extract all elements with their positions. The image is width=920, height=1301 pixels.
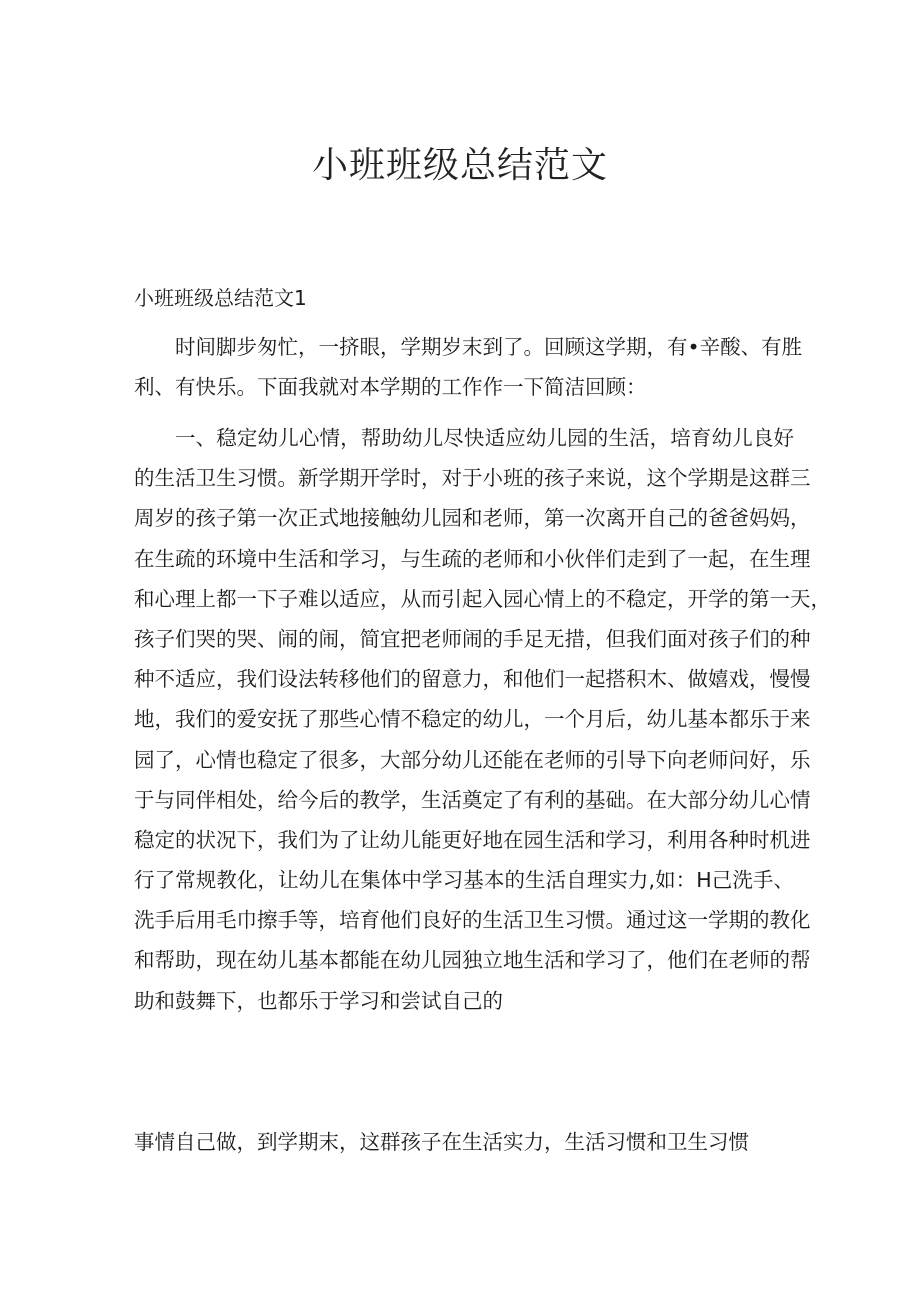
section-heading: 小班班级总结范文1 — [134, 286, 307, 310]
document-title: 小班班级总结范文 — [311, 145, 608, 186]
paragraph-line: 利、有快乐。下面我就对本学期的工作作一下简洁回顾： — [134, 375, 647, 400]
paragraph-line: 在生疏的环境中生活和学习，与生疏的老师和小伙伴们走到了一起，在生理 — [134, 546, 811, 571]
paragraph-line: 的生活卫生习惯。新学期开学时，对于小班的孩子来说，这个学期是这群三 — [134, 466, 811, 491]
paragraph-line: 和心理上都一下子难以适应，从而引起入园心情上的不稳定，开学的第一天， — [134, 586, 831, 611]
paragraph-line: 地，我们的爱安抚了那些心情不稳定的幼儿，一个月后，幼儿基本都乐于来 — [134, 707, 811, 732]
paragraph-line: 于与同伴相处，给今后的教学，生活奠定了有利的基础。在大部分幼儿心情 — [134, 787, 811, 812]
paragraph-line: 周岁的孩子第一次正式地接触幼儿园和老师，第一次离开自己的爸爸妈妈， — [134, 506, 811, 531]
paragraph-line: 洗手后用毛巾擦手等，培育他们良好的生活卫生习惯。通过这一学期的教化 — [134, 908, 811, 933]
paragraph-line: 园了，心情也稳定了很多，大部分幼儿还能在老师的引导下向老师问好，乐 — [134, 747, 811, 772]
paragraph-line: 一、稳定幼儿心情，帮助幼儿尽快适应幼儿园的生活，培育幼儿良好 — [175, 426, 794, 450]
paragraph-line: 事情自己做，到学期末，这群孩子在生活实力，生活习惯和卫生习惯 — [134, 1130, 749, 1154]
paragraph-line: 时间脚步匆忙，一挤眼，学期岁末到了。回顾这学期，有•辛酸、有胜 — [175, 335, 803, 359]
paragraph-1 — [134, 327, 803, 407]
paragraph-line: 助和鼓舞下，也都乐于学习和尝试自己的 — [134, 988, 503, 1013]
paragraph-line: 稳定的状况下，我们为了让幼儿能更好地在园生活和学习，利用各种时机进 — [134, 827, 811, 852]
paragraph-2 — [134, 418, 831, 1021]
paragraph-line: 孩子们哭的哭、闹的闹，简宜把老师闹的手足无措，但我们面对孩子们的种 — [134, 626, 811, 651]
paragraph-line: 种不适应，我们设法转移他们的留意力，和他们一起搭积木、做嬉戏，慢慢 — [134, 667, 811, 692]
paragraph-line: 和帮助，现在幼儿基本都能在幼儿园独立地生活和学习了，他们在老师的帮 — [134, 948, 811, 973]
paragraph-line: 行了常规教化，让幼儿在集体中学习基本的生活自理实力,如：H己洗手、 — [134, 868, 794, 893]
